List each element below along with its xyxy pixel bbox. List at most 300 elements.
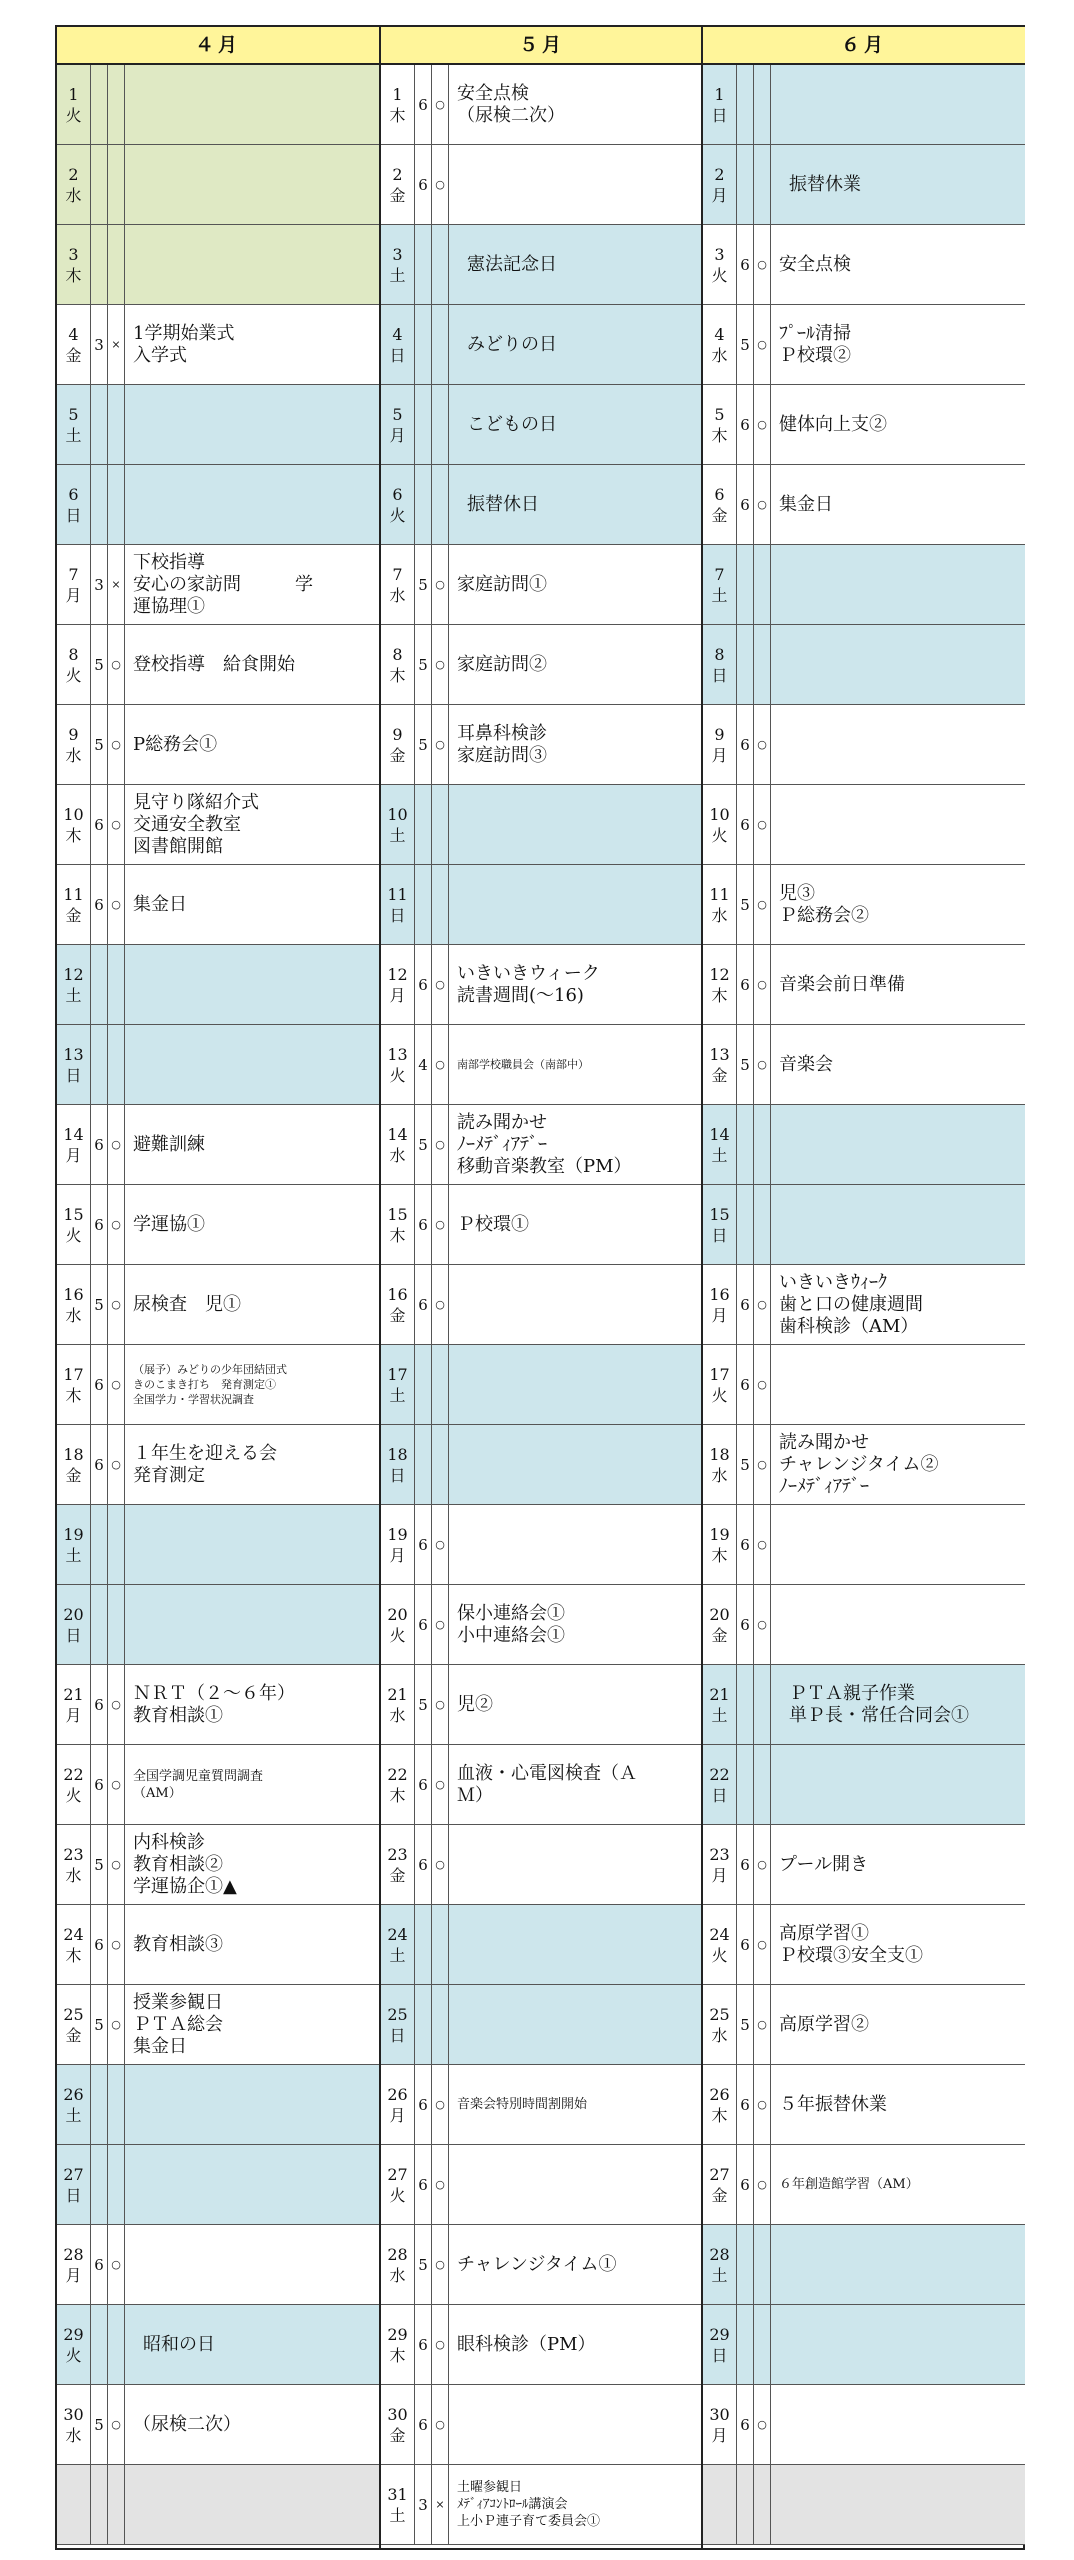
period-count: 6: [415, 65, 432, 144]
period-count: [415, 785, 432, 864]
period-count: [415, 1905, 432, 1984]
day-row: [703, 1745, 1025, 1825]
event-line: 安全点検: [457, 82, 529, 104]
status-mark: [108, 945, 125, 1024]
day-row: [57, 385, 379, 465]
event-line: 図書館開館: [133, 835, 223, 857]
day-number: 26: [387, 2084, 408, 2104]
status-mark: ○: [108, 785, 125, 864]
status-mark: [432, 385, 449, 464]
event-line: 教育相談①: [133, 1704, 223, 1726]
day-number: 7: [714, 564, 725, 584]
status-mark: [108, 1505, 125, 1584]
event-cell: [771, 2465, 1025, 2544]
event-line: ＰＴＡ親子作業: [789, 1682, 915, 1704]
event-line: 血液・心電図検査（Ａ: [457, 1762, 637, 1784]
event-line: 下校指導: [133, 551, 205, 573]
day-date-cell: [57, 1505, 91, 1584]
event-line: 読書週間(～16): [457, 984, 584, 1006]
day-date-cell: [703, 1265, 737, 1344]
period-count: [737, 1665, 754, 1744]
status-mark: ○: [754, 465, 771, 544]
day-row: [703, 2225, 1025, 2305]
day-date-cell: [381, 305, 415, 384]
weekday-label: 火: [389, 1065, 406, 1085]
status-mark: [754, 2225, 771, 2304]
day-row: [381, 1825, 703, 1905]
period-count: 6: [91, 1105, 108, 1184]
day-date-cell: [57, 1985, 91, 2064]
event-line: 読み聞かせ: [779, 1431, 869, 1453]
day-row: [57, 225, 379, 305]
event-line: 児②: [457, 1693, 493, 1715]
day-number: 4: [392, 324, 403, 344]
event-cell: [449, 2065, 703, 2144]
period-count: 5: [737, 865, 754, 944]
day-row: [381, 1265, 703, 1345]
day-date-cell: [381, 785, 415, 864]
day-row: [57, 1345, 379, 1425]
day-row: [703, 2145, 1025, 2225]
period-count: 5: [91, 625, 108, 704]
event-cell: [125, 1265, 379, 1344]
day-date-cell: [703, 625, 737, 704]
day-row: [703, 1025, 1025, 1105]
event-line: 尿検査 児①: [133, 1293, 241, 1315]
day-date-cell: [381, 2465, 415, 2544]
status-mark: ○: [754, 785, 771, 864]
day-row: [381, 1985, 703, 2065]
period-count: 6: [737, 465, 754, 544]
weekday-label: 月: [711, 1305, 728, 1325]
period-count: 5: [415, 705, 432, 784]
day-date-cell: [381, 2145, 415, 2224]
event-line: 教育相談③: [133, 1933, 223, 1955]
day-date-cell: [703, 1505, 737, 1584]
weekday-label: 月: [711, 1865, 728, 1885]
weekday-label: 水: [65, 1865, 82, 1885]
weekday-label: 木: [65, 1945, 82, 1965]
weekday-label: 月: [389, 425, 406, 445]
status-mark: ○: [754, 865, 771, 944]
day-date-cell: [703, 2385, 737, 2464]
event-line: ﾉｰﾒﾃﾞｨｱﾃﾞｰ: [779, 1475, 869, 1497]
day-number: 11: [709, 884, 730, 904]
day-row: [381, 65, 703, 145]
status-mark: ○: [754, 2065, 771, 2144]
weekday-label: 水: [389, 585, 406, 605]
event-line: 南部学校職員会（南部中）: [457, 1058, 589, 1071]
day-row: [57, 1665, 379, 1745]
period-count: 5: [737, 1985, 754, 2064]
event-line: 見守り隊紹介式: [133, 791, 259, 813]
event-line: Ｐ校環③安全支①: [779, 1944, 923, 1966]
period-count: 6: [415, 2065, 432, 2144]
status-mark: [432, 225, 449, 304]
period-count: 6: [737, 945, 754, 1024]
day-date-cell: [703, 2065, 737, 2144]
day-row: [381, 2305, 703, 2385]
day-number: 13: [709, 1044, 730, 1064]
weekday-label: 水: [65, 185, 82, 205]
day-number: 27: [387, 2164, 408, 2184]
day-row: [381, 1025, 703, 1105]
day-row: [703, 2065, 1025, 2145]
day-number: 7: [392, 564, 403, 584]
status-mark: [754, 65, 771, 144]
status-mark: [108, 2145, 125, 2224]
event-cell: [125, 465, 379, 544]
status-mark: ○: [108, 705, 125, 784]
event-cell: [771, 2305, 1025, 2384]
day-date-cell: [381, 1105, 415, 1184]
day-number: 28: [387, 2244, 408, 2264]
event-line: いきいきｳｨｰｸ: [779, 1271, 887, 1293]
status-mark: ○: [432, 1745, 449, 1824]
event-cell: [771, 785, 1025, 864]
day-row: [57, 1185, 379, 1265]
day-date-cell: [57, 865, 91, 944]
event-cell: [449, 1585, 703, 1664]
day-date-cell: [703, 2225, 737, 2304]
period-count: [91, 225, 108, 304]
day-row: [381, 945, 703, 1025]
day-date-cell: [381, 225, 415, 304]
day-date-cell: [381, 1025, 415, 1104]
day-date-cell: [57, 1745, 91, 1824]
weekday-label: 日: [389, 1465, 406, 1485]
weekday-label: 土: [389, 825, 406, 845]
day-date-cell: [703, 2145, 737, 2224]
day-date-cell: [381, 2225, 415, 2304]
day-number: 9: [392, 724, 403, 744]
event-line: 運協理①: [133, 595, 205, 617]
day-row: [381, 1345, 703, 1425]
day-date-cell: [381, 2385, 415, 2464]
event-line: ﾌﾟｰﾙ清掃: [779, 322, 851, 344]
weekday-label: 月: [65, 1145, 82, 1165]
weekday-label: 金: [65, 905, 82, 925]
event-cell: [125, 945, 379, 1024]
status-mark: ○: [754, 945, 771, 1024]
day-row: [381, 145, 703, 225]
status-mark: [432, 1345, 449, 1424]
status-mark: [108, 2465, 125, 2544]
day-row: [381, 705, 703, 785]
weekday-label: 金: [65, 345, 82, 365]
day-number: 16: [63, 1284, 84, 1304]
day-number: 3: [392, 244, 403, 264]
day-number: 5: [68, 404, 79, 424]
day-number: 22: [63, 1764, 84, 1784]
event-cell: [771, 1345, 1025, 1424]
period-count: 6: [415, 1745, 432, 1824]
event-cell: [771, 1425, 1025, 1504]
weekday-label: 木: [389, 105, 406, 125]
event-cell: [449, 2225, 703, 2304]
event-cell: [771, 705, 1025, 784]
status-mark: ○: [754, 2145, 771, 2224]
event-line: ﾉｰﾒﾃﾞｨｱﾃﾞｰ: [457, 1133, 547, 1155]
status-mark: ○: [754, 1425, 771, 1504]
day-date-cell: [381, 1905, 415, 1984]
period-count: 6: [415, 1585, 432, 1664]
day-row: [57, 2385, 379, 2465]
day-row: [57, 2065, 379, 2145]
day-date-cell: [57, 1345, 91, 1424]
period-count: 5: [415, 625, 432, 704]
event-cell: [449, 945, 703, 1024]
event-cell: [125, 1345, 379, 1424]
event-cell: [125, 305, 379, 384]
weekday-label: 月: [389, 2105, 406, 2125]
status-mark: ○: [432, 1825, 449, 1904]
status-mark: [754, 2305, 771, 2384]
status-mark: ○: [432, 2385, 449, 2464]
status-mark: [108, 1585, 125, 1664]
event-cell: [125, 385, 379, 464]
weekday-label: 土: [711, 1705, 728, 1725]
weekday-label: 日: [711, 665, 728, 685]
day-number: 5: [714, 404, 725, 424]
event-line: 安心の家訪問 学: [133, 573, 313, 595]
event-cell: [125, 2385, 379, 2464]
event-line: 全国学調児童質問調査: [133, 1768, 264, 1784]
day-row: [703, 1665, 1025, 1745]
event-line: プール開き: [779, 1853, 869, 1875]
event-line: 集金日: [133, 2035, 187, 2057]
period-count: [737, 145, 754, 224]
event-cell: [771, 65, 1025, 144]
period-count: 5: [737, 305, 754, 384]
day-number: 16: [387, 1284, 408, 1304]
day-row: [57, 1585, 379, 1665]
event-line: Ｐ校環②: [779, 344, 851, 366]
day-row: [381, 2145, 703, 2225]
weekday-label: 日: [711, 1225, 728, 1245]
weekday-label: 水: [711, 905, 728, 925]
status-mark: ○: [108, 865, 125, 944]
day-date-cell: [57, 465, 91, 544]
event-cell: [449, 2145, 703, 2224]
event-line: 1学期始業式: [133, 322, 235, 344]
day-number: 17: [63, 1364, 84, 1384]
event-cell: [125, 2465, 379, 2544]
status-mark: ○: [432, 65, 449, 144]
day-date-cell: [703, 385, 737, 464]
event-cell: [771, 1025, 1025, 1104]
status-mark: ○: [432, 625, 449, 704]
day-row: [703, 2305, 1025, 2385]
weekday-label: 日: [65, 505, 82, 525]
status-mark: ×: [108, 305, 125, 384]
event-cell: [125, 545, 379, 624]
weekday-label: 木: [711, 425, 728, 445]
event-line: 学運協企①▲: [133, 1875, 237, 1897]
day-number: 16: [709, 1284, 730, 1304]
weekday-label: 日: [65, 1065, 82, 1085]
period-count: 6: [415, 1825, 432, 1904]
status-mark: [108, 465, 125, 544]
day-number: 11: [63, 884, 84, 904]
status-mark: ○: [432, 1105, 449, 1184]
event-line: １年生を迎える会: [133, 1442, 277, 1464]
day-date-cell: [57, 545, 91, 624]
event-cell: [771, 1745, 1025, 1824]
status-mark: ○: [754, 1585, 771, 1664]
period-count: [91, 945, 108, 1024]
period-count: 6: [91, 1745, 108, 1824]
event-line: 単Ｐ長・常任合同会①: [789, 1704, 969, 1726]
day-row: [381, 225, 703, 305]
period-count: 6: [737, 2065, 754, 2144]
day-number: 30: [387, 2404, 408, 2424]
period-count: [415, 305, 432, 384]
day-number: 9: [68, 724, 79, 744]
weekday-label: 月: [711, 2425, 728, 2445]
weekday-label: 土: [389, 1945, 406, 1965]
day-number: 13: [63, 1044, 84, 1064]
status-mark: ○: [108, 2385, 125, 2464]
day-number: 12: [387, 964, 408, 984]
day-row: [57, 1825, 379, 1905]
event-cell: [449, 1265, 703, 1344]
period-count: 5: [415, 1105, 432, 1184]
day-number: 20: [387, 1604, 408, 1624]
month-column-may: [379, 27, 703, 2548]
event-cell: [125, 705, 379, 784]
weekday-label: 火: [711, 265, 728, 285]
status-mark: ○: [432, 1505, 449, 1584]
day-number: 29: [63, 2324, 84, 2344]
status-mark: [432, 785, 449, 864]
day-number: 30: [709, 2404, 730, 2424]
event-cell: [125, 1745, 379, 1824]
period-count: [91, 2305, 108, 2384]
event-line: 健体向上支②: [779, 413, 887, 435]
day-row: [381, 625, 703, 705]
weekday-label: 月: [65, 1705, 82, 1725]
period-count: 6: [91, 1345, 108, 1424]
weekday-label: 火: [389, 2185, 406, 2205]
period-count: [415, 865, 432, 944]
event-cell: [125, 1985, 379, 2064]
day-row: [703, 225, 1025, 305]
period-count: 5: [737, 1425, 754, 1504]
weekday-label: 日: [711, 1785, 728, 1805]
status-mark: ○: [108, 1745, 125, 1824]
day-number: 10: [709, 804, 730, 824]
day-date-cell: [703, 1185, 737, 1264]
event-line: いきいきウィーク: [457, 962, 600, 984]
weekday-label: 水: [65, 2425, 82, 2445]
event-cell: [771, 225, 1025, 304]
day-date-cell: [57, 1265, 91, 1344]
status-mark: [432, 1905, 449, 1984]
day-date-cell: [703, 465, 737, 544]
day-date-cell: [703, 705, 737, 784]
day-row: [381, 2465, 703, 2545]
day-row: [703, 865, 1025, 945]
status-mark: ○: [754, 305, 771, 384]
weekday-label: 火: [65, 665, 82, 685]
event-line: （AM）: [133, 1785, 182, 1801]
day-row: [57, 1105, 379, 1185]
period-count: [737, 1745, 754, 1824]
day-row: [57, 1745, 379, 1825]
day-date-cell: [703, 305, 737, 384]
period-count: [737, 1185, 754, 1264]
period-count: 5: [91, 1265, 108, 1344]
day-row: [703, 1105, 1025, 1185]
day-date-cell: [381, 1825, 415, 1904]
event-cell: [771, 385, 1025, 464]
event-cell: [125, 1825, 379, 1904]
day-row: [381, 385, 703, 465]
period-count: 6: [737, 1905, 754, 1984]
weekday-label: 金: [65, 1465, 82, 1485]
day-number: 15: [387, 1204, 408, 1224]
day-row: [381, 465, 703, 545]
event-cell: [125, 2065, 379, 2144]
weekday-label: 月: [389, 985, 406, 1005]
day-date-cell: [381, 1265, 415, 1344]
event-line: Ｐ校環①: [457, 1213, 529, 1235]
weekday-label: 水: [65, 745, 82, 765]
status-mark: [754, 625, 771, 704]
period-count: 6: [91, 1905, 108, 1984]
day-date-cell: [381, 1745, 415, 1824]
day-date-cell: [381, 945, 415, 1024]
period-count: 6: [415, 1505, 432, 1584]
day-number: 12: [63, 964, 84, 984]
period-count: [91, 2465, 108, 2544]
event-cell: [449, 1185, 703, 1264]
day-row: [703, 145, 1025, 225]
day-row: [57, 1025, 379, 1105]
day-date-cell: [703, 1025, 737, 1104]
day-row: [703, 65, 1025, 145]
period-count: 6: [737, 1505, 754, 1584]
day-date-cell: [57, 1105, 91, 1184]
event-cell: [771, 2145, 1025, 2224]
event-line: ＮＲＴ（２～６年）: [133, 1682, 295, 1704]
period-count: [737, 625, 754, 704]
day-date-cell: [703, 545, 737, 624]
day-date-cell: [703, 2305, 737, 2384]
day-row: [703, 1985, 1025, 2065]
event-cell: [125, 865, 379, 944]
day-number: 18: [387, 1444, 408, 1464]
day-number: 19: [709, 1524, 730, 1544]
event-line: Ｐ総務会②: [779, 904, 869, 926]
status-mark: [432, 465, 449, 544]
day-row: [57, 705, 379, 785]
day-number: 24: [709, 1924, 730, 1944]
period-count: 3: [91, 305, 108, 384]
day-number: 3: [714, 244, 725, 264]
weekday-label: 土: [65, 425, 82, 445]
day-number: 12: [709, 964, 730, 984]
day-date-cell: [57, 785, 91, 864]
status-mark: [432, 305, 449, 384]
period-count: [415, 1985, 432, 2064]
day-number: 8: [392, 644, 403, 664]
period-count: 5: [91, 1985, 108, 2064]
weekday-label: 木: [65, 265, 82, 285]
day-date-cell: [381, 865, 415, 944]
status-mark: ○: [108, 1185, 125, 1264]
